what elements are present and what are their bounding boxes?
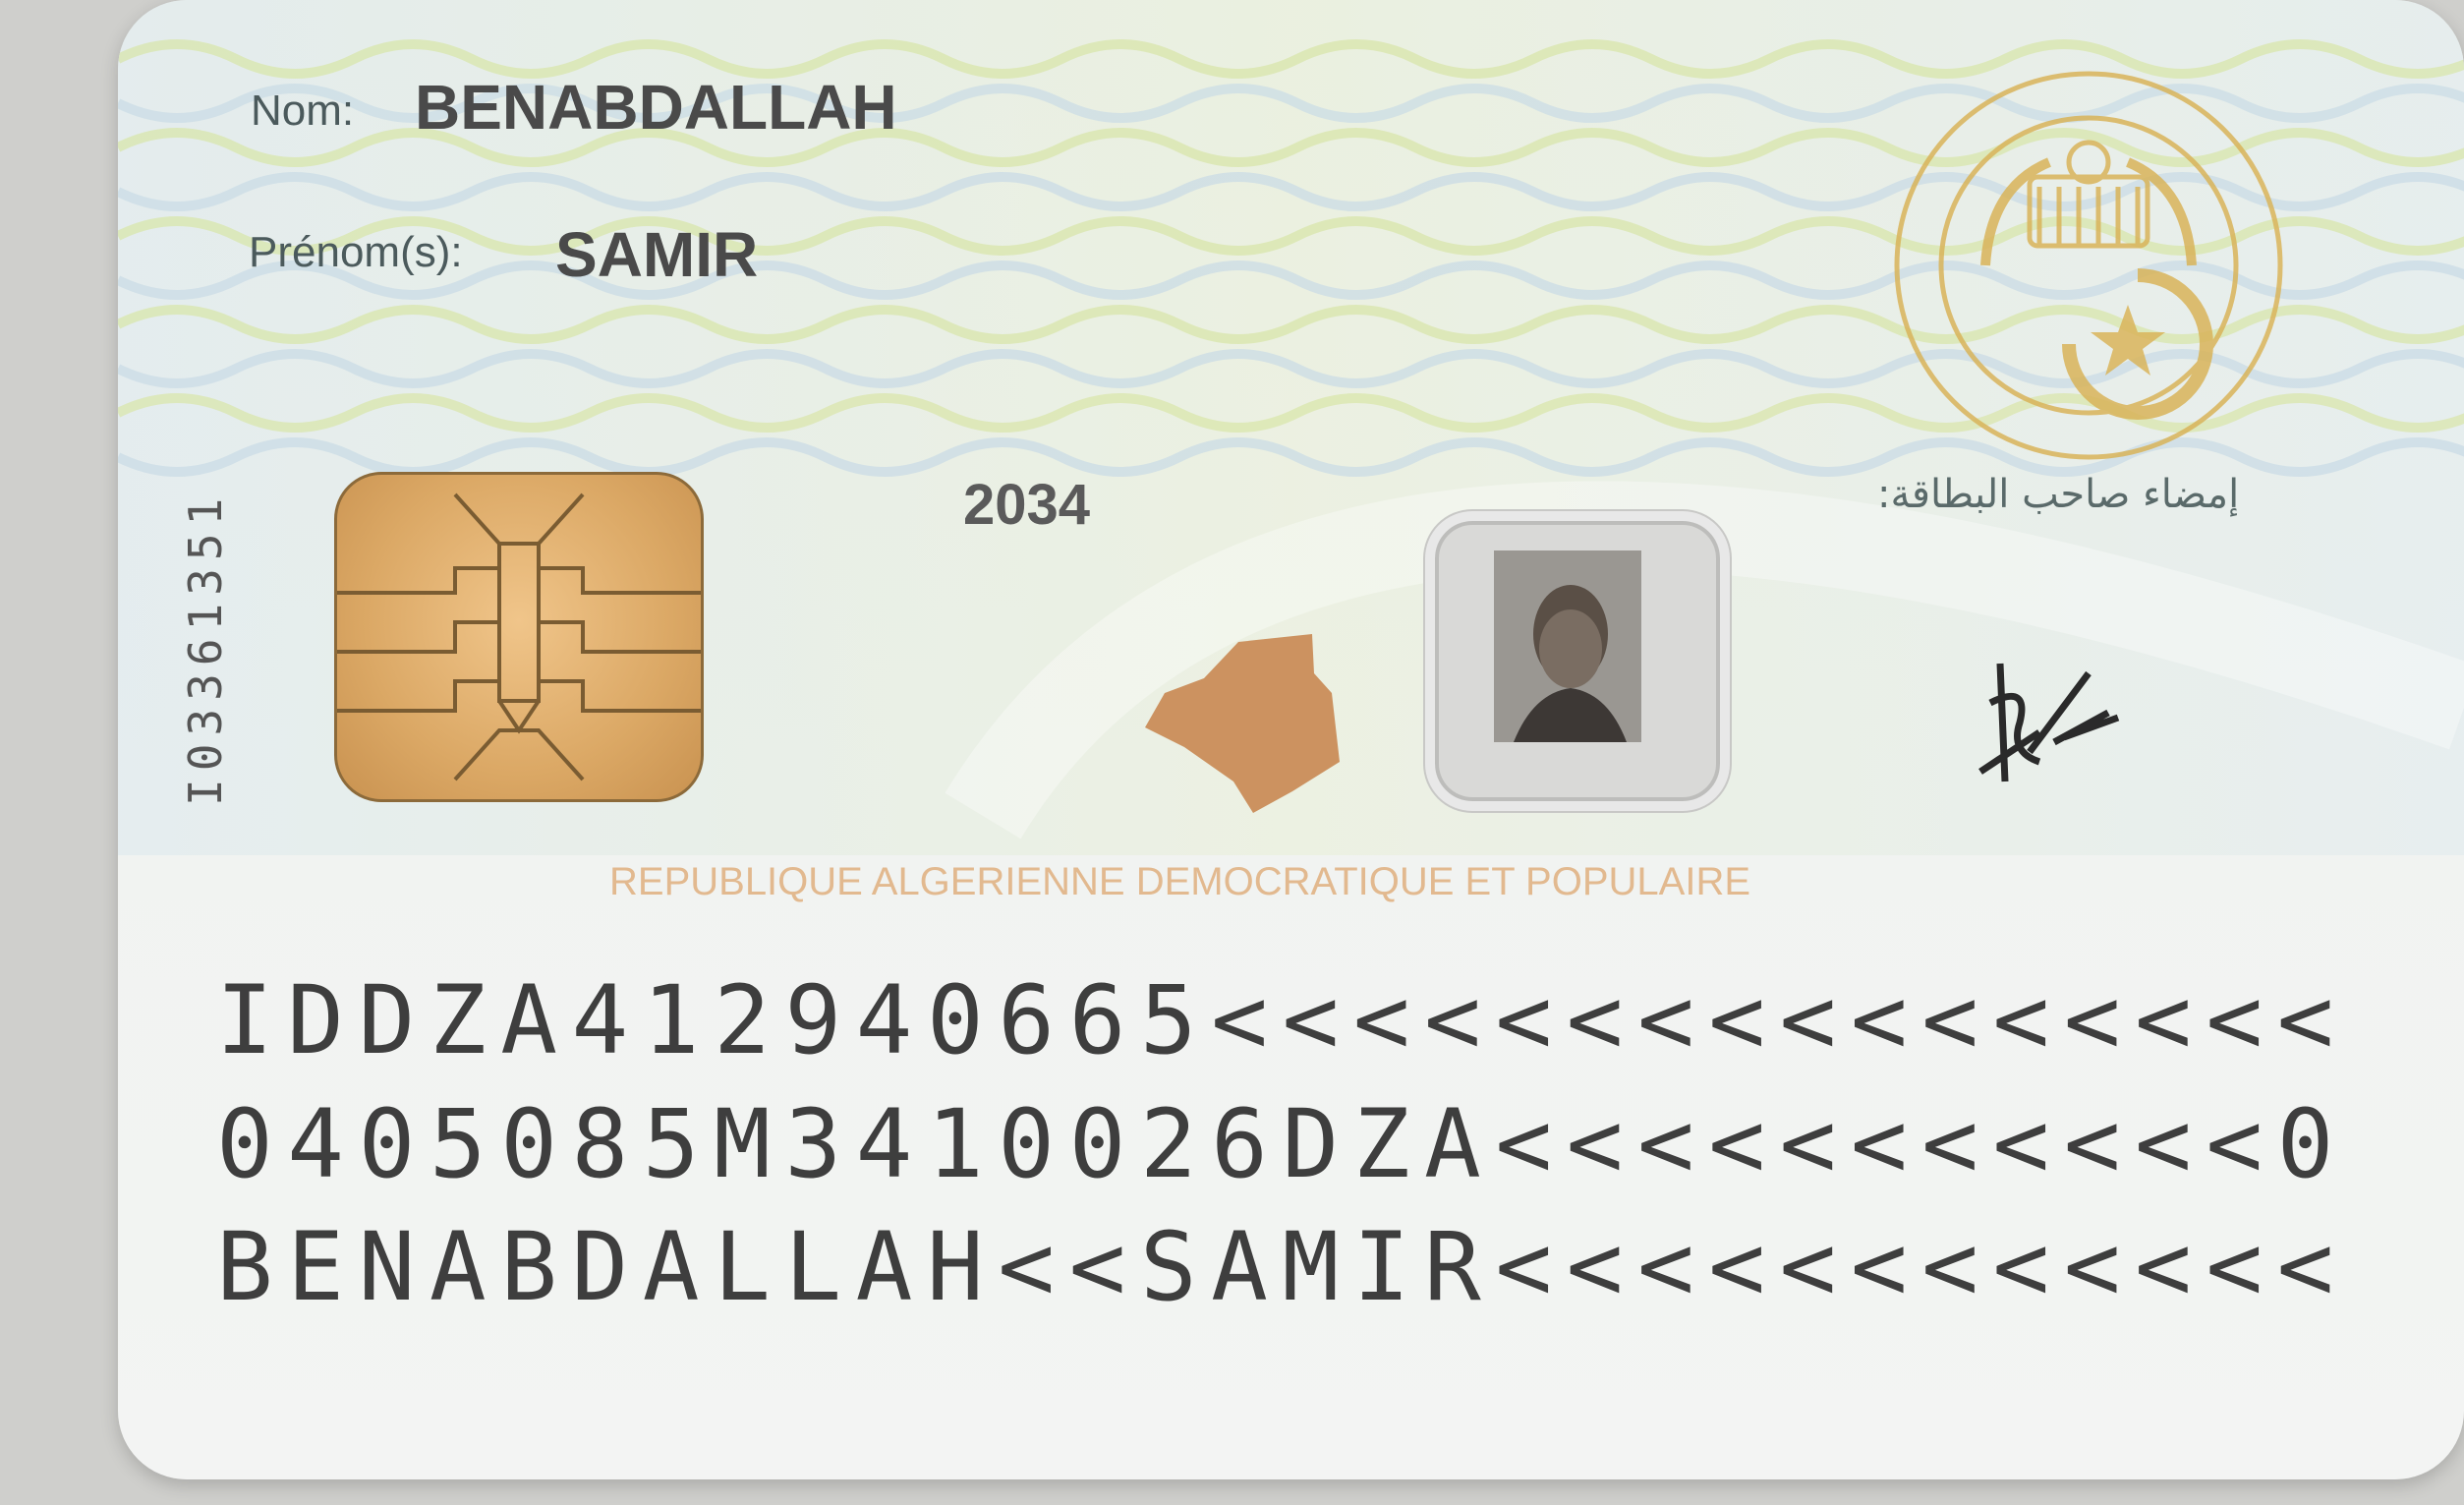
given-names-value: SAMIR bbox=[555, 219, 759, 290]
ghost-year: 2034 bbox=[963, 473, 1091, 537]
mrz-line-3: BENABDALLAH<<SAMIR<<<<<<<<<<<< bbox=[216, 1212, 2348, 1322]
emblem-seal bbox=[1892, 69, 2285, 462]
chip-contacts-icon bbox=[337, 475, 701, 799]
algeria-map-icon bbox=[1145, 634, 1342, 816]
id-card-back bbox=[118, 0, 2464, 1479]
ghost-portrait bbox=[1494, 550, 1641, 742]
surname-value: BENABDALLAH bbox=[415, 72, 897, 143]
given-names-label: Prénom(s): bbox=[249, 228, 463, 276]
mrz-line-1: IDDZA412940665<<<<<<<<<<<<<<<< bbox=[216, 965, 2348, 1075]
holder-signature bbox=[1971, 644, 2128, 791]
smart-chip bbox=[334, 472, 704, 802]
ghost-photo-window bbox=[1425, 511, 1730, 811]
surname-label: Nom: bbox=[251, 87, 355, 135]
card-number-vertical: I03361351 bbox=[179, 490, 232, 806]
republic-text: REPUBLIQUE ALGERIENNE DEMOCRATIQUE ET POPULAIRE bbox=[609, 860, 1751, 903]
mrz-line-2: 0405085M3410026DZA<<<<<<<<<<<0 bbox=[216, 1089, 2348, 1199]
holder-signature-label: إمضاء صاحب البطاقة: bbox=[1877, 472, 2240, 517]
